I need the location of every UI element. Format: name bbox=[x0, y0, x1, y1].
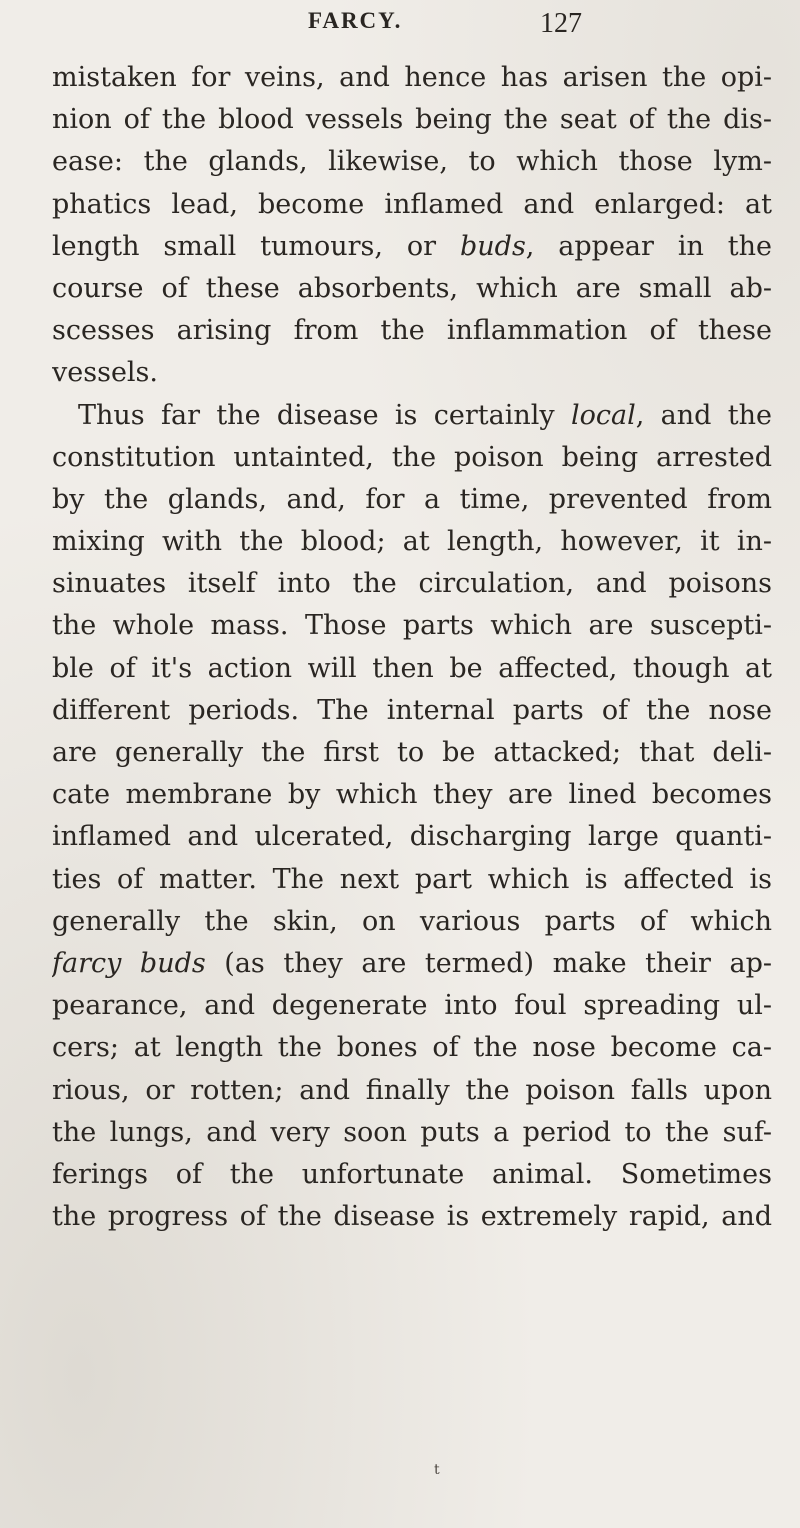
text-line: cate membrane by which they are lined becomes bbox=[52, 779, 772, 811]
text-line: different periods. The internal parts of the nose bbox=[52, 694, 772, 726]
body-text bbox=[52, 57, 772, 1238]
page-number: 127 bbox=[540, 8, 582, 39]
text-line: ease: the glands, likewise, to which those lym- bbox=[52, 146, 772, 178]
text-line bbox=[52, 943, 772, 985]
text-line: the whole mass. Those parts which are suscepti- bbox=[52, 610, 772, 642]
text-line: vessels. bbox=[52, 357, 158, 389]
text-line: by the glands, and, for a time, prevented from bbox=[52, 483, 772, 515]
text-line: nion of the blood vessels being the seat of the dis- bbox=[52, 104, 772, 136]
text-line: cers; at length the bones of the nose become ca- bbox=[52, 1032, 772, 1064]
text-line: ferings of the unfortunate animal. Sometimes bbox=[52, 1158, 772, 1190]
text-line bbox=[52, 226, 772, 268]
text-line bbox=[52, 395, 772, 437]
text-line: are generally the first to be attacked; that deli- bbox=[52, 737, 772, 768]
text-line: mistaken for veins, and hence has arisen the opi- bbox=[52, 62, 772, 93]
text-line: pearance, and degenerate into foul spreading ul- bbox=[52, 990, 772, 1022]
text-line: mixing with the blood; at length, however, it in- bbox=[52, 526, 772, 558]
text-line: rious, or rotten; and finally the poison falls upon bbox=[52, 1074, 772, 1106]
italic-term-local: local bbox=[570, 399, 636, 431]
text-line: the lungs, and very soon puts a period to the suf- bbox=[52, 1116, 772, 1148]
text-run: (as they are termed) make their ap- bbox=[205, 947, 772, 979]
text-line: constitution untainted, the poison being arrested bbox=[52, 441, 772, 473]
text-line: inflamed and ulcerated, discharging large quanti- bbox=[52, 821, 772, 853]
running-title: FARCY. bbox=[308, 8, 403, 33]
text-run: Thus far the disease is certainly bbox=[78, 399, 571, 431]
text-line: ble of it's action will then be affected, though at bbox=[52, 652, 772, 684]
text-line: scesses arising from the inflammation of these bbox=[52, 315, 772, 347]
text-line: sinuates itself into the circulation, and poisons bbox=[52, 568, 772, 600]
italic-term-farcy-buds: farcy buds bbox=[52, 947, 206, 979]
text-line: course of these absorbents, which are small ab- bbox=[52, 272, 772, 304]
text-run: , and the bbox=[635, 399, 772, 431]
text-line: ties of matter. The next part which is affected is bbox=[52, 863, 772, 895]
text-line: phatics lead, become inflamed and enlarged: at bbox=[52, 188, 772, 220]
italic-term-buds: buds bbox=[459, 230, 526, 262]
text-run: length small tumours, or bbox=[52, 230, 460, 262]
catchword: t bbox=[434, 1462, 440, 1478]
text-run: , appear in the bbox=[525, 230, 772, 262]
text-line: generally the skin, on various parts of which bbox=[52, 905, 772, 937]
text-line: the progress of the disease is extremely rapid, and bbox=[52, 1201, 772, 1233]
